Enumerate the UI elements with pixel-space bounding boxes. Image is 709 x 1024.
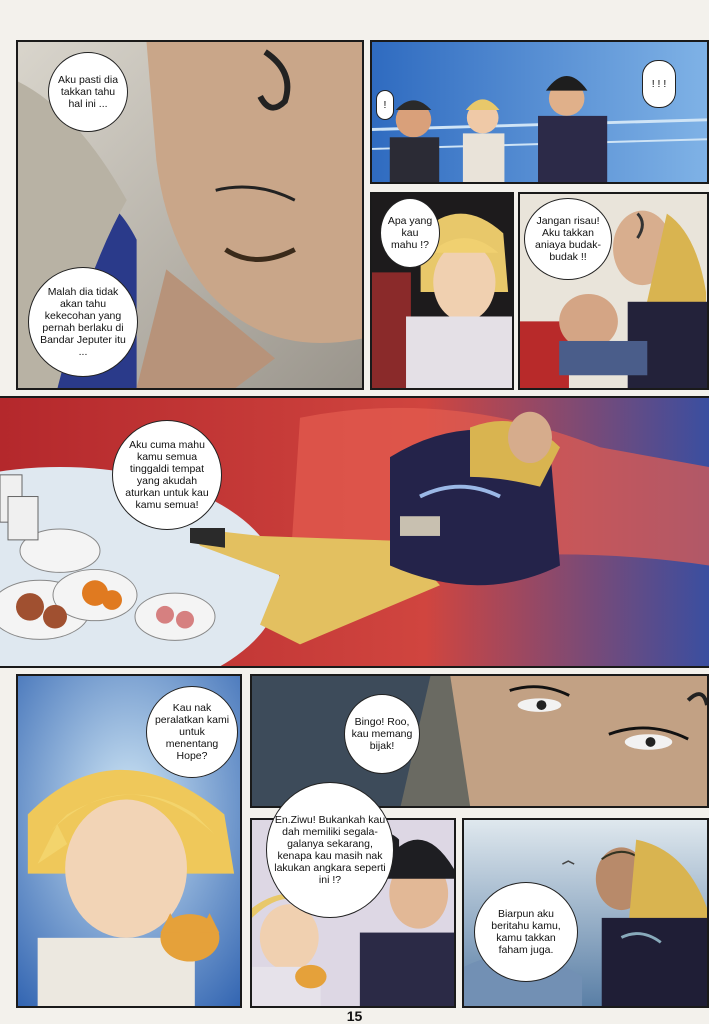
speech-text: Jangan risau! Aku takkan aniaya budak-budak !!: [535, 215, 601, 263]
panel-9-ziwu-sky: [462, 818, 709, 1008]
page-number: 15: [346, 1008, 363, 1024]
speech-bubble: [376, 90, 394, 120]
speech-bubble: [112, 420, 222, 530]
speech-bubble: [344, 694, 420, 774]
speech-text: Kau nak peralatkan kami untuk menentang Hope?: [154, 702, 230, 762]
panel-2-three-characters: [370, 40, 709, 184]
speech-bubble: [380, 198, 440, 268]
panel-1-closeup-ziwu: [16, 40, 364, 390]
speech-bubble: [474, 882, 578, 982]
speech-text: Apa yang kau mahu !?: [387, 215, 433, 251]
speech-bubble: [524, 198, 612, 280]
panel-3-blonde-boy: [370, 192, 514, 390]
panel-6-blonde-boy-fox: [16, 674, 242, 1008]
speech-bubble: [146, 686, 238, 778]
speech-text: Bingo! Roo, kau memang bijak!: [351, 716, 413, 752]
speech-text: En.Ziwu! Bukankah kau dah memiliki segala-galanya sekarang, kenapa kau masih nak lakukan angkara seperti ini !?: [274, 814, 386, 886]
panel-5-reclining-ziwu: [0, 396, 709, 668]
panel-5-art: [0, 398, 709, 666]
panel-4-ziwu-hands: [518, 192, 709, 390]
speech-text: !: [383, 99, 387, 111]
speech-bubble: [266, 782, 394, 918]
speech-text: Malah dia tidak akan tahu kekecohan yang pernah berlaku di Bandar Jeputer itu ...: [40, 286, 126, 358]
speech-text: Aku pasti dia takkan tahu hal ini ...: [57, 74, 119, 110]
speech-text: ! ! !: [651, 78, 667, 90]
speech-text: Biarpun aku beritahu kamu, kamu takkan faham juga.: [491, 908, 561, 956]
speech-bubble: [642, 60, 676, 108]
speech-bubble: [48, 52, 128, 132]
speech-bubble: [28, 267, 138, 377]
speech-text: Aku cuma mahu kamu semua tinggaldi tempat yang akudah aturkan untuk kau kamu semua!: [125, 439, 209, 511]
